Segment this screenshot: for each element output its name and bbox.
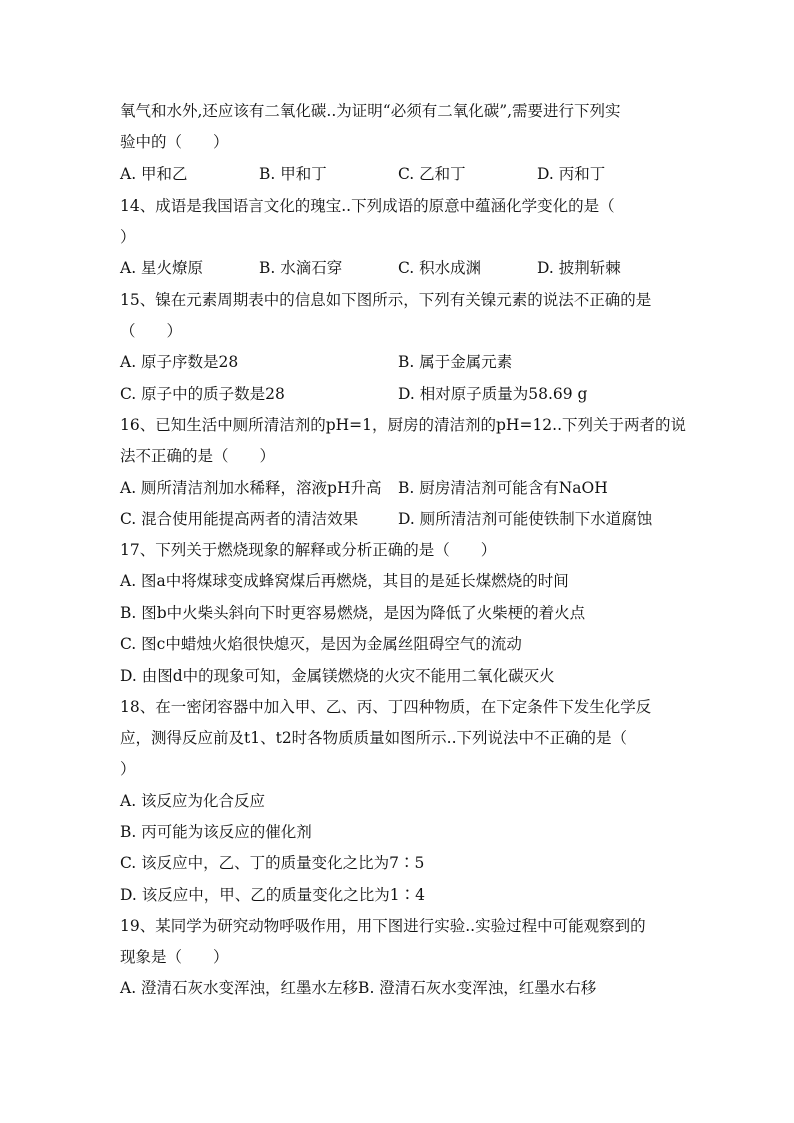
q17-text-line-1: 17、下列关于燃烧现象的解释或分析正确的是（ ） bbox=[120, 541, 497, 559]
q16-text-line-1: 16、已知生活中厕所清洁剂的pH=1，厨房的清洁剂的pH=12..下列关于两者的说 bbox=[120, 416, 687, 434]
q16-option-d: D. 厕所清洁剂可能使铁制下水道腐蚀 bbox=[398, 510, 653, 528]
q15-option-a: A. 原子序数是28 bbox=[120, 353, 239, 371]
q15-option-d: D. 相对原子质量为58.69 g bbox=[398, 385, 588, 403]
q13-option-a: A. 甲和乙 bbox=[120, 165, 188, 183]
q13-text-line-2: 验中的（ ） bbox=[120, 133, 229, 151]
q13-text-line-1: 氧气和水外,还应该有二氧化碳..为证明“必须有二氧化碳”,需要进行下列实 bbox=[120, 102, 621, 120]
q19-text-line-2: 现象是（ ） bbox=[120, 948, 229, 966]
q15-option-b: B. 属于金属元素 bbox=[398, 353, 513, 371]
q14-option-b: B. 水滴石穿 bbox=[259, 259, 343, 277]
q15-text-line-2: （ ） bbox=[120, 322, 183, 340]
q15-option-c: C. 原子中的质子数是28 bbox=[120, 385, 285, 403]
q19-option-ab: A. 澄清石灰水变浑浊，红墨水左移B. 澄清石灰水变浑浊，红墨水右移 bbox=[120, 979, 597, 997]
q16-option-c: C. 混合使用能提高两者的清洁效果 bbox=[120, 510, 359, 528]
q17-option-a: A. 图a中将煤球变成蜂窝煤后再燃烧，其目的是延长煤燃烧的时间 bbox=[120, 572, 569, 590]
q14-text-line-2: ） bbox=[120, 228, 136, 246]
q18-text-line-2: 应，测得反应前及t1、t2时各物质质量如图所示..下列说法中不正确的是（ bbox=[120, 729, 628, 747]
q13-option-d: D. 丙和丁 bbox=[537, 165, 606, 183]
q14-option-d: D. 披荆斩棘 bbox=[537, 259, 621, 277]
q16-option-a: A. 厕所清洁剂加水稀释，溶液pH升高 bbox=[120, 479, 382, 497]
q18-option-b: B. 丙可能为该反应的催化剂 bbox=[120, 823, 312, 841]
q19-text-line-1: 19、某同学为研究动物呼吸作用，用下图进行实验..实验过程中可能观察到的 bbox=[120, 917, 646, 935]
q13-option-c: C. 乙和丁 bbox=[398, 165, 466, 183]
q17-option-c: C. 图c中蜡烛火焰很快熄灭，是因为金属丝阻碍空气的流动 bbox=[120, 635, 522, 653]
q14-option-a: A. 星火燎原 bbox=[120, 259, 204, 277]
q17-option-d: D. 由图d中的现象可知，金属镁燃烧的火灾不能用二氧化碳灭火 bbox=[120, 667, 555, 685]
q13-option-b: B. 甲和丁 bbox=[259, 165, 327, 183]
q16-text-line-2: 法不正确的是（ ） bbox=[120, 447, 276, 465]
q18-option-d: D. 该反应中，甲、乙的质量变化之比为1∶4 bbox=[120, 886, 425, 904]
q14-option-c: C. 积水成渊 bbox=[398, 259, 482, 277]
q18-text-line-1: 18、在一密闭容器中加入甲、乙、丙、丁四种物质，在下定条件下发生化学反 bbox=[120, 698, 652, 716]
q18-option-c: C. 该反应中，乙、丁的质量变化之比为7∶5 bbox=[120, 854, 425, 872]
q17-option-b: B. 图b中火柴头斜向下时更容易燃烧，是因为降低了火柴梗的着火点 bbox=[120, 604, 586, 622]
q14-text-line-1: 14、成语是我国语言文化的瑰宝..下列成语的原意中蕴涵化学变化的是（ bbox=[120, 197, 615, 215]
q18-text-line-3: ） bbox=[120, 760, 136, 778]
q15-text-line-1: 15、镍在元素周期表中的信息如下图所示，下列有关镍元素的说法不正确的是 bbox=[120, 291, 652, 309]
q16-option-b: B. 厨房清洁剂可能含有NaOH bbox=[398, 479, 608, 497]
q18-option-a: A. 该反应为化合反应 bbox=[120, 792, 266, 810]
